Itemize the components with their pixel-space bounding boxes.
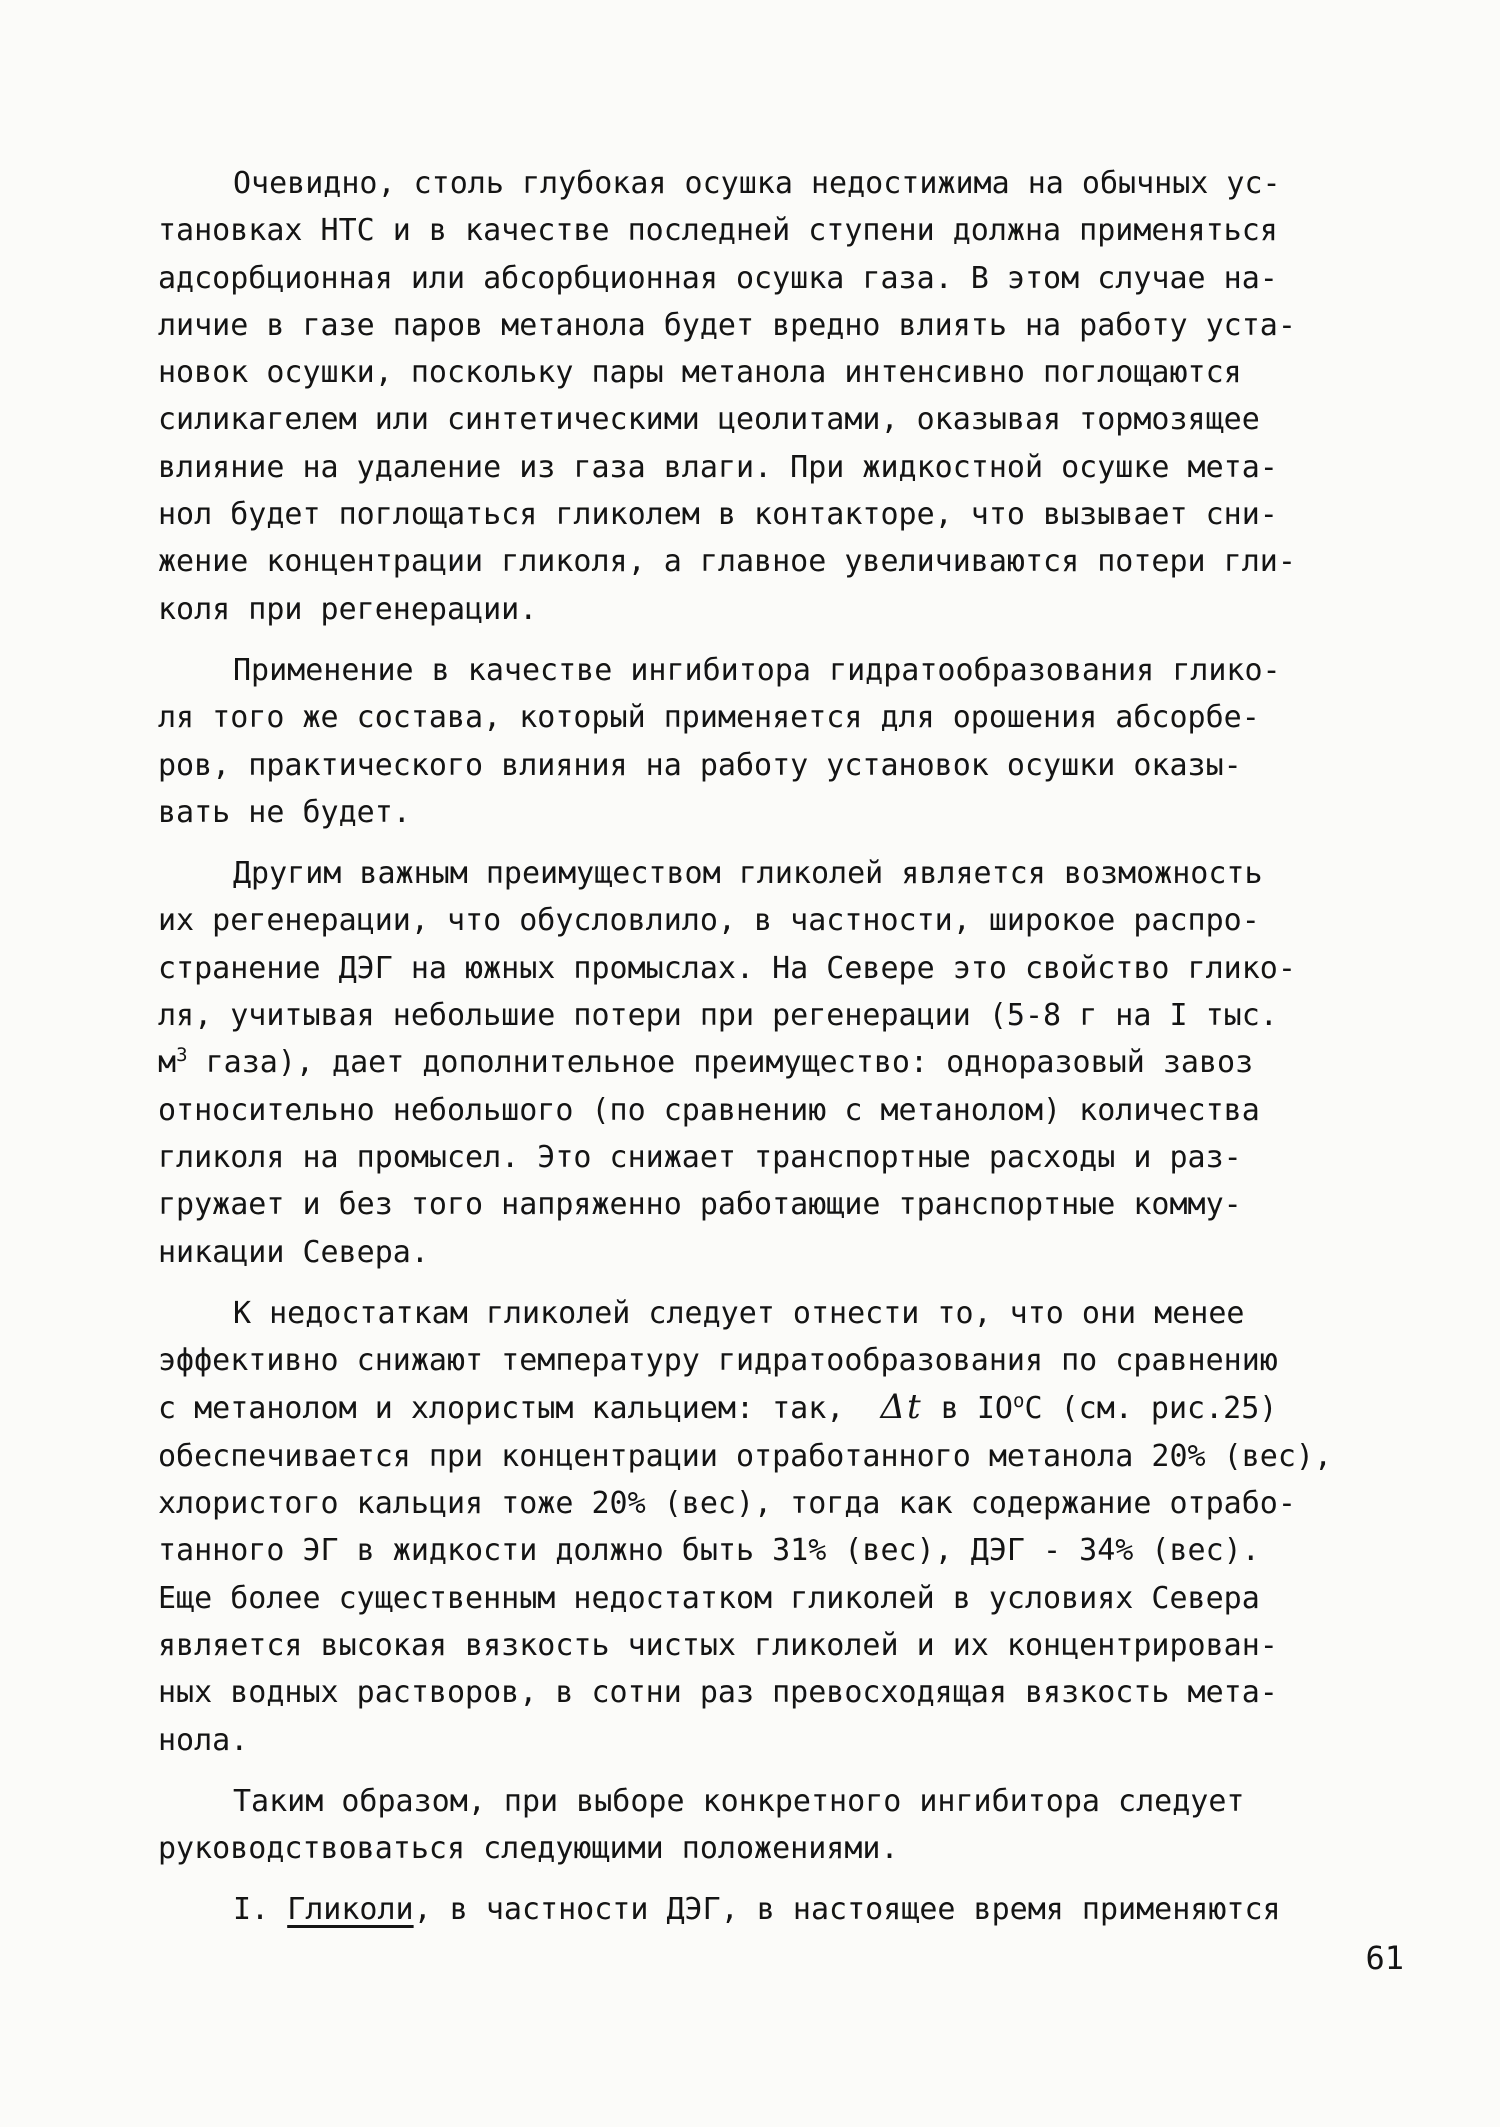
text-line: гружает и без того напряженно работающие транспортные комму- [158,1187,1242,1223]
text-fragment: в IO [922,1391,1013,1427]
text-line: влияние на удаление из газа влаги. При жидкостной осушке мета- [158,449,1278,485]
text-fragment: С (см. рис.25) [1024,1391,1278,1427]
text-line: никации Севера. [158,1234,429,1270]
degree-superscript: o [1013,1390,1025,1413]
text-line-with-symbol [158,1384,1403,1432]
text-line: руководствоваться следующими положениями. [158,1831,899,1867]
text-line: вать не будет. [158,794,411,830]
underlined-term: Гликоли [287,1892,414,1928]
text-line-with-superscript [158,1039,1403,1086]
text-line: Еще более существенным недостатком гликолей в условиях Севера [158,1580,1260,1616]
text-line: личие в газе паров метанола будет вредно влиять на работу уста- [158,307,1296,343]
paragraph-5 [158,1778,1403,1873]
paragraph-1 [158,160,1403,633]
text-fragment: газа), дает дополнительное преимущество: одноразовый завоз [187,1045,1254,1081]
text-line: хлористого кальция тоже 20% (вес), тогда как содержание отрабо- [158,1486,1296,1522]
list-item-1 [158,1886,1403,1933]
text-line: странение ДЭГ на южных промыслах. На Севере это свойство глико- [158,950,1296,986]
document-page [158,160,1403,1948]
text-line: ров, практического влияния на работу установок осушки оказы- [158,747,1242,783]
text-line: ля того же состава, который применяется для орошения абсорбе- [158,700,1260,736]
text-line: коля при регенерации. [158,591,538,627]
text-line: нол будет поглощаться гликолем в контакторе, что вызывает сни- [158,497,1278,533]
text-line: обеспечивается при концентрации отработанного метанола 20% (вес), [158,1438,1332,1474]
text-line: танного ЭГ в жидкости должно быть 31% (вес), ДЭГ - 34% (вес). [158,1533,1260,1569]
item-number: I. [233,1892,288,1928]
paragraph-2 [158,647,1403,836]
text-fragment: с метанолом и хлористым кальцием: так, [158,1391,881,1427]
text-line: адсорбционная или абсорбционная осушка газа. В этом случае на- [158,260,1278,296]
paragraph-4 [158,1290,1403,1764]
text-fragment: м [158,1045,177,1081]
text-line: гликоля на промысел. Это снижает транспортные расходы и раз- [158,1139,1242,1175]
text-line: нола. [158,1722,249,1758]
text-line: силикагелем или синтетическими цеолитами, оказывая тормозящее [158,402,1260,438]
text-line: Другим важным преимуществом гликолей является возможность [233,856,1263,892]
text-line: является высокая вязкость чистых гликолей и их концентрирован- [158,1627,1278,1663]
paragraph-3 [158,850,1403,1276]
text-line: тановках НТС и в качестве последней ступени должна применяться [158,213,1278,249]
text-line: Таким образом, при выборе конкретного ингибитора следует [233,1783,1245,1819]
delta-t-symbol: Δt [880,1387,923,1428]
text-line: К недостаткам гликолей следует отнести то, что они менее [233,1295,1245,1331]
text-line: ных водных растворов, в сотни раз превосходящая вязкость мета- [158,1675,1278,1711]
text-line: относительно небольшого (по сравнению с метанолом) количества [158,1092,1260,1128]
page-number: 61 [1365,1939,1404,1977]
text-line: их регенерации, что обусловлило, в частности, широкое распро- [158,903,1260,939]
text-line [158,1886,1403,1933]
text-line: эффективно снижают температуру гидратообразования по сравнению [158,1343,1278,1379]
text-line: жение концентрации гликоля, а главное увеличиваются потери гли- [158,544,1296,580]
text-line: новок осушки, поскольку пары метанола интенсивно поглощаются [158,355,1242,391]
text-line: Применение в качестве ингибитора гидратообразования глико- [233,652,1281,688]
text-fragment: , в частности ДЭГ, в настоящее время применяются [413,1892,1281,1928]
text-line: Очевидно, столь глубокая осушка недостижима на обычных ус- [233,166,1281,201]
superscript: 3 [176,1044,188,1067]
text-line: ля, учитывая небольшие потери при регенерации (5-8 г на I тыс. [158,998,1278,1034]
